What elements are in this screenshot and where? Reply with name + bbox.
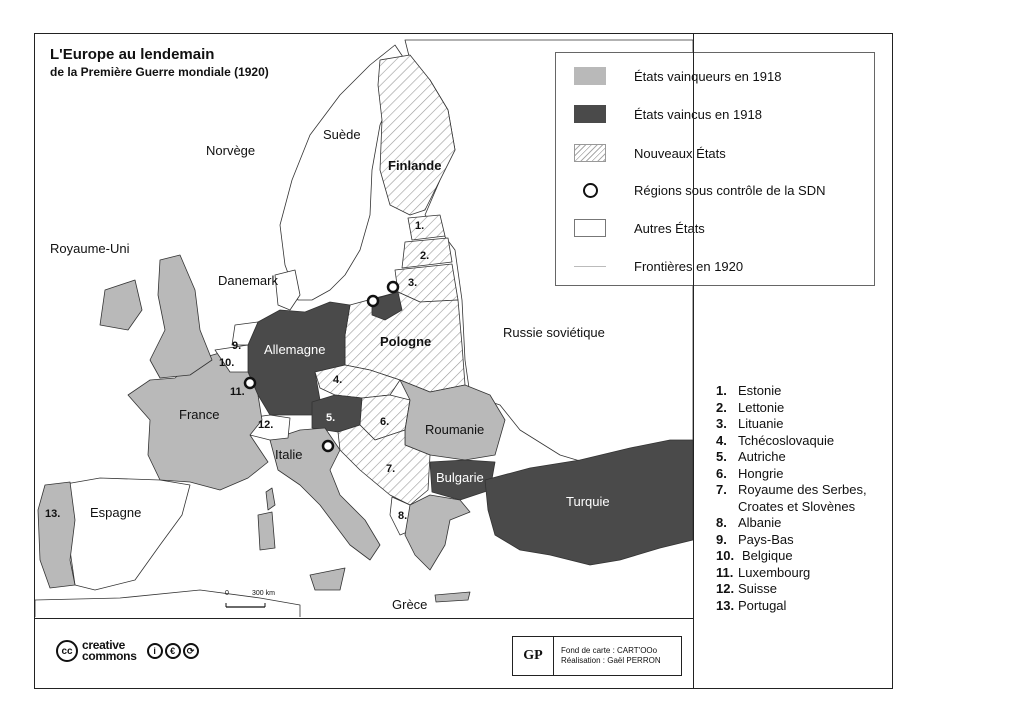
sardaigne: [258, 512, 275, 550]
list-item: 13. Portugal: [716, 597, 787, 613]
sicile: [310, 568, 345, 590]
map-number-2: 2.: [420, 250, 430, 262]
grande-bretagne: [150, 255, 212, 378]
map-number-9: 9.: [232, 340, 242, 352]
map-title: [50, 46, 269, 80]
label-roumanie: Roumanie: [425, 422, 485, 437]
cc-wordmark: creative commons: [82, 638, 137, 663]
map-number-11: 11.: [230, 386, 245, 398]
legend-swatch-frontieres: [574, 257, 606, 275]
map-number-5: 5.: [326, 412, 336, 424]
map-number-8: 8.: [398, 510, 408, 522]
legend-item-autres: [574, 216, 705, 240]
line-icon: [574, 266, 606, 267]
label-danemark: Danemark: [218, 273, 278, 288]
map-number-13: 13.: [45, 508, 61, 520]
sdn-marker-danzig: [368, 296, 378, 306]
label-norvege: Norvège: [206, 143, 256, 158]
list-item: 6. Hongrie: [716, 465, 784, 481]
portugal-region: [38, 482, 75, 588]
label-italie: Italie: [275, 447, 303, 462]
list-item: 8. Albanie: [716, 515, 782, 530]
scale-zero: 0: [225, 590, 229, 597]
cc-license-icons: [147, 643, 199, 659]
list-item: 10. Belgique: [716, 548, 793, 563]
author-credit-box: [512, 636, 682, 676]
danemark-region: [275, 270, 300, 310]
label-grece: Grèce: [392, 597, 428, 612]
map-number-4: 4.: [333, 374, 343, 386]
noncommercial-icon: €: [165, 643, 181, 659]
label-russie: Russie soviétique: [503, 325, 605, 340]
sdn-marker-fiume: [323, 441, 333, 451]
list-item: 7. Royaume des Serbes, Croates et Slovènes: [716, 482, 867, 514]
sdn-marker-memel: [388, 282, 398, 292]
list-item: 11. Luxembourg: [716, 564, 811, 580]
crete: [435, 592, 470, 602]
legend-label: États vainqueurs en 1918: [634, 68, 782, 84]
sdn-marker-sarre: [245, 378, 255, 388]
list-item: 1. Estonie: [716, 383, 782, 398]
list-item: 5. Autriche: [716, 449, 786, 464]
list-item: 4. Tchécoslovaquie: [716, 432, 835, 448]
map-number-7: 7.: [386, 463, 396, 475]
cc-icon: cc: [56, 640, 78, 662]
espagne-region: [60, 478, 190, 590]
numbered-country-list: [716, 383, 890, 614]
estonie-region: [408, 215, 445, 240]
legend-label: Régions sous contrôle de la SDN: [634, 182, 826, 198]
attribution-icon: i: [147, 643, 163, 659]
grece-region: [405, 495, 470, 570]
map-number-12: 12.: [258, 419, 274, 431]
label-espagne: Espagne: [90, 505, 142, 520]
scale-distance: 300 km: [252, 590, 275, 597]
label-bulgarie: Bulgarie: [436, 470, 484, 485]
label-allemagne: Allemagne: [264, 342, 326, 357]
corse: [266, 488, 275, 510]
map-number-3: 3.: [408, 277, 418, 289]
title-main: L'Europe au lendemain: [50, 46, 215, 63]
irlande: [100, 280, 142, 330]
map-number-10: 10.: [219, 357, 235, 369]
map-number-6: 6.: [380, 416, 390, 428]
legend-swatch-nouveaux: [574, 144, 606, 162]
list-item: 3. Lituanie: [716, 416, 784, 431]
label-pologne: Pologne: [380, 334, 432, 349]
legend-label: États vaincus en 1918: [634, 106, 762, 122]
list-item: 2. Lettonie: [716, 399, 785, 415]
legend-swatch-sdn: [574, 181, 606, 199]
list-item: 9. Pays-Bas: [716, 531, 794, 547]
creative-commons-logo: [56, 640, 199, 662]
sharealike-icon: ⟳: [183, 643, 199, 659]
circle-icon: [583, 183, 598, 198]
label-finlande: Finlande: [388, 158, 442, 173]
list-item: 12. Suisse: [716, 581, 778, 596]
legend-swatch-vainqueurs: [574, 67, 606, 85]
label-suede: Suède: [323, 127, 361, 142]
legend-label: Autres États: [634, 220, 705, 236]
title-sub: de la Première Guerre mondiale (1920): [50, 65, 269, 79]
label-turquie: Turquie: [566, 494, 610, 509]
legend-label: Frontières en 1920: [634, 258, 744, 274]
map-number-1: 1.: [415, 220, 425, 232]
credits-text: Fond de carte : CART'OOo Réalisation : Gaël PERRON: [561, 646, 661, 665]
label-royaume-uni: Royaume-Uni: [50, 241, 130, 256]
gp-logo: GP: [513, 637, 554, 675]
legend-swatch-vaincus: [574, 105, 606, 123]
label-france: France: [179, 407, 220, 422]
legend-swatch-autres: [574, 219, 606, 237]
legend-label: Nouveaux États: [634, 145, 726, 161]
